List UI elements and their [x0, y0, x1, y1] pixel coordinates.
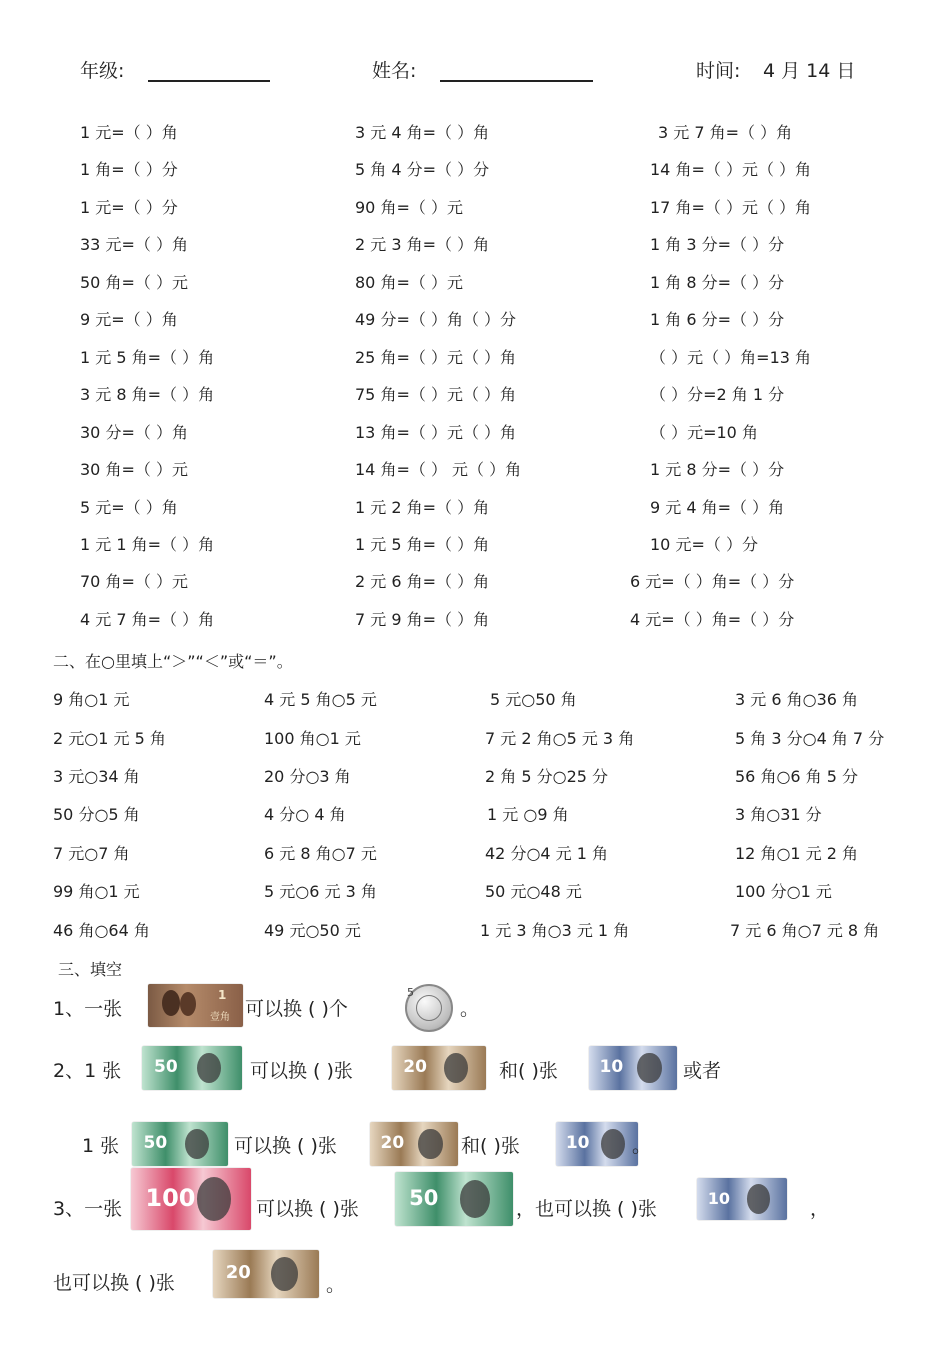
q3-middle: 可以换 ( )张 [256, 1198, 359, 1220]
conversion-item: 2 元 3 角=（ ）角 [355, 235, 490, 254]
q2-or: 或者 [683, 1060, 722, 1082]
conversion-item: 75 角=（ ）元（ ）角 [355, 385, 517, 404]
fifty-yuan-note-image-2 [132, 1122, 228, 1166]
conversion-item: 80 角=（ ）元 [355, 273, 463, 292]
conversion-item: 5 元=（ ）角 [80, 498, 178, 517]
conversion-item: 1 角 3 分=（ ）分 [650, 235, 785, 254]
twenty-yuan-note-image-2 [370, 1122, 458, 1166]
hundred-yuan-note-image [131, 1168, 251, 1230]
conversion-item: 3 元 8 角=（ ）角 [80, 385, 215, 404]
q1-middle: 可以换 ( )个 [245, 998, 348, 1020]
banknote-denomination: 10 [707, 1188, 731, 1208]
conversion-item: 5 角 4 分=（ ）分 [355, 160, 490, 179]
conversion-item: 90 角=（ ）元 [355, 198, 463, 217]
name-label: 姓名: [372, 60, 417, 82]
time-label: 时间: [696, 60, 741, 82]
banknote-denomination: 50 [143, 1133, 168, 1153]
conversion-item: 3 元 4 角=（ ）角 [355, 123, 490, 142]
q2b-prefix: 1 张 [82, 1135, 120, 1157]
comparison-item: 1 元 ○9 角 [487, 805, 569, 824]
q3b-prefix: 也可以换 ( )张 [53, 1272, 175, 1294]
comparison-item: 7 元○7 角 [53, 844, 130, 863]
conversion-item: 30 分=（ ）角 [80, 423, 188, 442]
fifty-yuan-note-image [142, 1046, 242, 1090]
conversion-item: 2 元 6 角=（ ）角 [355, 572, 490, 591]
one-jiao-note-image: 1 壹角 [148, 984, 243, 1027]
banknote-denomination: 20 [403, 1057, 427, 1077]
conversion-item: 1 元 8 分=（ ）分 [650, 460, 785, 479]
conversion-item: 6 元=（ ）角=（ ）分 [630, 572, 795, 591]
comparison-item: 5 元○50 角 [490, 690, 577, 709]
section2-title: 二、在○里填上“＞”“＜”或“＝”。 [53, 652, 293, 671]
conversion-item: 1 元 1 角=（ ）角 [80, 535, 215, 554]
comparison-item: 50 元○48 元 [485, 882, 582, 901]
conversion-item: （ ）元=10 角 [650, 423, 758, 442]
conversion-item: 1 元=（ ）角 [80, 123, 178, 142]
conversion-item: 3 元 7 角=（ ）角 [658, 123, 793, 142]
conversion-item: 10 元=（ ）分 [650, 535, 758, 554]
ten-yuan-note-image-3 [697, 1178, 787, 1220]
comparison-item: 99 角○1 元 [53, 882, 140, 901]
comparison-item: 2 元○1 元 5 角 [53, 729, 166, 748]
conversion-item: 9 元 4 角=（ ）角 [650, 498, 785, 517]
comparison-item: 100 角○1 元 [264, 729, 361, 748]
name-field[interactable] [440, 80, 593, 82]
conversion-item: 25 角=（ ）元（ ）角 [355, 348, 517, 367]
comparison-item: 56 角○6 角 5 分 [735, 767, 859, 786]
comparison-item: 2 角 5 分○25 分 [485, 767, 609, 786]
grade-field[interactable] [148, 80, 270, 82]
comparison-item: 6 元 8 角○7 元 [264, 844, 377, 863]
q2-prefix: 2、1 张 [53, 1060, 122, 1082]
twenty-yuan-note-image [392, 1046, 486, 1090]
conversion-item: 1 元 5 角=（ ）角 [355, 535, 490, 554]
conversion-item: 49 分=（ ）角（ ）分 [355, 310, 517, 329]
conversion-item: 1 角 8 分=（ ）分 [650, 273, 785, 292]
banknote-denomination: 50 [154, 1057, 178, 1077]
q2-middle: 可以换 ( )张 [250, 1060, 353, 1082]
conversion-item: 4 元 7 角=（ ）角 [80, 610, 215, 629]
comparison-item: 3 元○34 角 [53, 767, 140, 786]
comparison-item: 12 角○1 元 2 角 [735, 844, 859, 863]
banknote-denomination: 50 [409, 1185, 439, 1210]
twenty-yuan-note-image-3 [213, 1250, 319, 1298]
comparison-item: 20 分○3 角 [264, 767, 351, 786]
conversion-item: 1 元 5 角=（ ）角 [80, 348, 215, 367]
ten-yuan-note-image [589, 1046, 677, 1090]
comparison-item: 100 分○1 元 [735, 882, 832, 901]
conversion-item: 9 元=（ ）角 [80, 310, 178, 329]
comparison-item: 9 角○1 元 [53, 690, 130, 709]
conversion-item: 1 角=（ ）分 [80, 160, 178, 179]
conversion-item: 4 元=（ ）角=（ ）分 [630, 610, 795, 629]
comparison-item: 4 元 5 角○5 元 [264, 690, 377, 709]
comparison-item: 49 元○50 元 [264, 921, 361, 940]
conversion-item: 14 角=（ ）元（ ）角 [650, 160, 812, 179]
section3-title: 三、填空 [58, 960, 123, 979]
q2b-and: 和( )张 [461, 1135, 520, 1157]
q2-and: 和( )张 [499, 1060, 558, 1082]
comparison-item: 46 角○64 角 [53, 921, 150, 940]
conversion-item: 14 角=（ ） 元（ ）角 [355, 460, 522, 479]
conversion-item: （ ）元（ ）角=13 角 [650, 348, 812, 367]
comparison-item: 3 元 6 角○36 角 [735, 690, 859, 709]
comparison-item: 5 角 3 分○4 角 7 分 [735, 729, 885, 748]
conversion-item: （ ）分=2 角 1 分 [650, 385, 785, 404]
ten-yuan-note-image-2 [556, 1122, 638, 1166]
q2b-middle: 可以换 ( )张 [234, 1135, 337, 1157]
comparison-item: 4 分○ 4 角 [264, 805, 346, 824]
comparison-item: 50 分○5 角 [53, 805, 140, 824]
conversion-item: 30 角=（ ）元 [80, 460, 188, 479]
conversion-item: 50 角=（ ）元 [80, 273, 188, 292]
conversion-item: 70 角=（ ）元 [80, 572, 188, 591]
conversion-item: 17 角=（ ）元（ ）角 [650, 198, 812, 217]
five-fen-coin-image: 5 [405, 984, 453, 1032]
q3-comma: ， [810, 1198, 830, 1220]
conversion-item: 13 角=（ ）元（ ）角 [355, 423, 517, 442]
comparison-item: 1 元 3 角○3 元 1 角 [480, 921, 630, 940]
comparison-item: 7 元 2 角○5 元 3 角 [485, 729, 635, 748]
q1-prefix: 1、一张 [53, 998, 123, 1020]
grade-label: 年级: [80, 60, 125, 82]
q3-prefix: 3、一张 [53, 1198, 123, 1220]
conversion-item: 1 元 2 角=（ ）角 [355, 498, 490, 517]
comparison-item: 3 角○31 分 [735, 805, 822, 824]
comparison-item: 5 元○6 元 3 角 [264, 882, 377, 901]
conversion-item: 1 元=（ ）分 [80, 198, 178, 217]
q3-also: ，也可以换 ( )张 [516, 1198, 657, 1220]
banknote-denomination: 100 [145, 1183, 196, 1212]
banknote-denomination: 20 [380, 1133, 405, 1153]
comparison-item: 42 分○4 元 1 角 [485, 844, 609, 863]
banknote-denomination: 10 [599, 1057, 624, 1077]
banknote-denomination: 20 [225, 1262, 251, 1283]
comparison-item: 7 元 6 角○7 元 8 角 [730, 921, 880, 940]
date-value: 4 月 14 日 [763, 60, 856, 82]
banknote-denomination: 10 [565, 1133, 590, 1153]
q1-suffix: 。 [460, 998, 480, 1020]
fifty-yuan-note-image-3 [395, 1172, 513, 1226]
conversion-item: 7 元 9 角=（ ）角 [355, 610, 490, 629]
conversion-item: 1 角 6 分=（ ）分 [650, 310, 785, 329]
conversion-item: 33 元=（ ）角 [80, 235, 188, 254]
q2b-suffix: 。 [632, 1135, 652, 1157]
q3b-suffix: 。 [326, 1274, 346, 1296]
